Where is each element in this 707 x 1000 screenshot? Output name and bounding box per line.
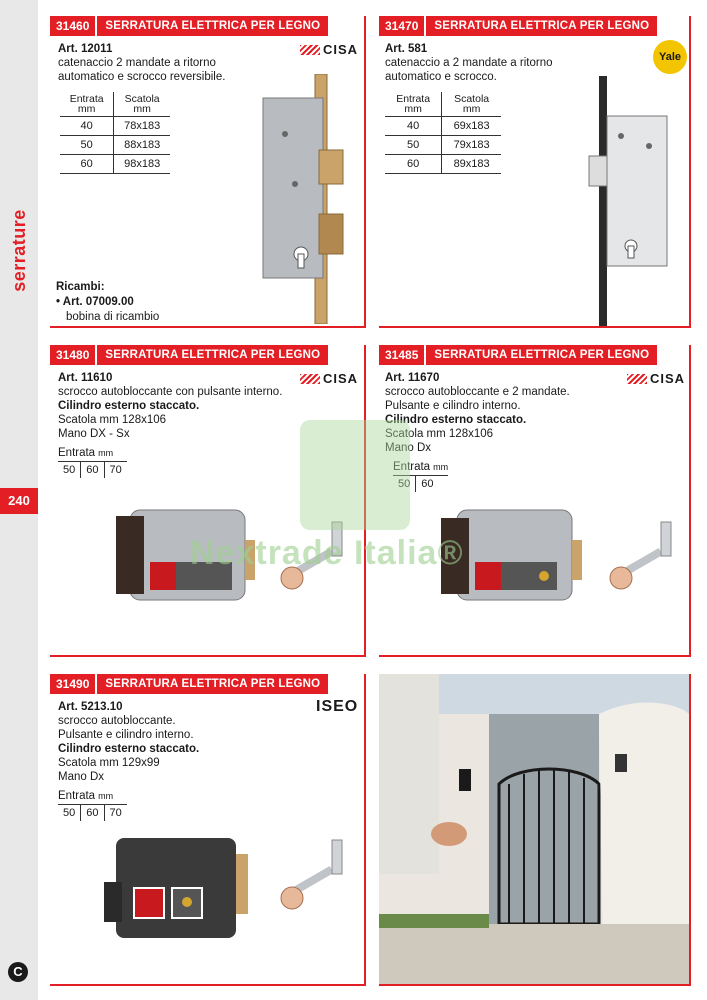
table-header: Scatola mm (442, 92, 501, 117)
table-header: Scatola mm (114, 92, 170, 117)
panel-header (50, 345, 328, 365)
spares-item: • Art. 07009.00 (56, 296, 134, 308)
description-line: scrocco autobloccante e 2 mandate. (385, 386, 570, 398)
description-line: catenaccio 2 mandate a ritorno (58, 57, 216, 69)
article-number: Art. 11610 (58, 372, 113, 384)
table-header: Entrata mm (60, 92, 114, 117)
product-panel-31460 (50, 16, 366, 328)
product-panel-31470 (379, 16, 691, 328)
hand: Mano Dx (58, 771, 105, 783)
entrata-block: Entrata mm 50 60 (393, 461, 449, 490)
box-size: Scatola mm 129x99 (58, 757, 160, 769)
description-line: scrocco autobloccante con pulsante interno. (58, 386, 283, 398)
gate-photo (379, 674, 689, 984)
watermark-logo (300, 420, 410, 530)
article-number: Art. 581 (385, 43, 428, 55)
mortise-lock-image (569, 76, 679, 326)
rim-lock-image (100, 834, 355, 944)
panel-header (379, 16, 657, 36)
box-size: Scatola mm 128x106 (58, 414, 167, 426)
table-row: 60 89x183 (385, 155, 501, 174)
category-label: serrature (8, 209, 29, 292)
cisa-logo: CISA (300, 42, 358, 57)
product-title: SERRATURA ELETTRICA PER LEGNO (97, 16, 328, 36)
description-line: Pulsante e cilindro interno. (385, 400, 521, 412)
entrata-block: Entrata mm 50 60 70 (58, 790, 127, 821)
cisa-logo: CISA (627, 371, 685, 386)
hand: Mano Dx (385, 442, 432, 454)
product-title: SERRATURA ELETTRICA PER LEGNO (426, 345, 657, 365)
gate-photo-panel (379, 674, 691, 986)
product-panel-31490 (50, 674, 366, 986)
entrata-block: Entrata mm 50 60 70 (58, 447, 127, 478)
cylinder-note: Cilindro esterno staccato. (58, 743, 200, 755)
description-line: Pulsante e cilindro interno. (58, 729, 194, 741)
iseo-logo: ISEO (316, 698, 359, 715)
cylinder-note: Cilindro esterno staccato. (385, 414, 527, 426)
table-row: 40 69x183 (385, 117, 501, 136)
product-code: 31470 (379, 16, 426, 36)
rim-lock-image (429, 500, 684, 610)
table-row: 60 98x183 (60, 155, 170, 174)
product-title: SERRATURA ELETTRICA PER LEGNO (97, 345, 328, 365)
page-number: 240 (0, 488, 38, 514)
table-row: 50 79x183 (385, 136, 501, 155)
article-number: Art. 11670 (385, 372, 440, 384)
description-line: automatico e scrocco. (385, 71, 497, 83)
product-code: 31480 (50, 345, 97, 365)
spares-title: Ricambi: (56, 281, 105, 293)
dimensions-table (60, 92, 170, 174)
panel-header (379, 345, 657, 365)
description-line: scrocco autobloccante. (58, 715, 176, 727)
description-line: automatico e scrocco reversibile. (58, 71, 226, 83)
product-title: SERRATURA ELETTRICA PER LEGNO (426, 16, 657, 36)
cisa-logo: CISA (300, 371, 358, 386)
article-number: Art. 5213.10 (58, 701, 123, 713)
hand: Mano DX - Sx (58, 428, 130, 440)
box-size: Scatola mm 128x106 (385, 428, 494, 440)
table-row: 40 78x183 (60, 117, 170, 136)
sidebar (0, 0, 38, 1000)
article-number: Art. 12011 (58, 43, 113, 55)
spares-description: bobina di ricambio (66, 311, 160, 323)
product-code: 31460 (50, 16, 97, 36)
cylinder-note: Cilindro esterno staccato. (58, 400, 200, 412)
panel-header (50, 674, 328, 694)
table-header: Entrata mm (385, 92, 442, 117)
dimensions-table (385, 92, 501, 174)
table-row: 50 88x183 (60, 136, 170, 155)
description-line: catenaccio a 2 mandate a ritorno (385, 57, 553, 69)
yale-logo: Yale (653, 40, 687, 74)
watermark-text: Nextrade Italia® (190, 534, 464, 572)
product-code: 31490 (50, 674, 97, 694)
publisher-logo: C (8, 962, 28, 982)
product-title: SERRATURA ELETTRICA PER LEGNO (97, 674, 328, 694)
product-code: 31485 (379, 345, 426, 365)
mortise-lock-image (255, 74, 355, 324)
panel-header (50, 16, 328, 36)
product-panel-31485 (379, 345, 691, 657)
